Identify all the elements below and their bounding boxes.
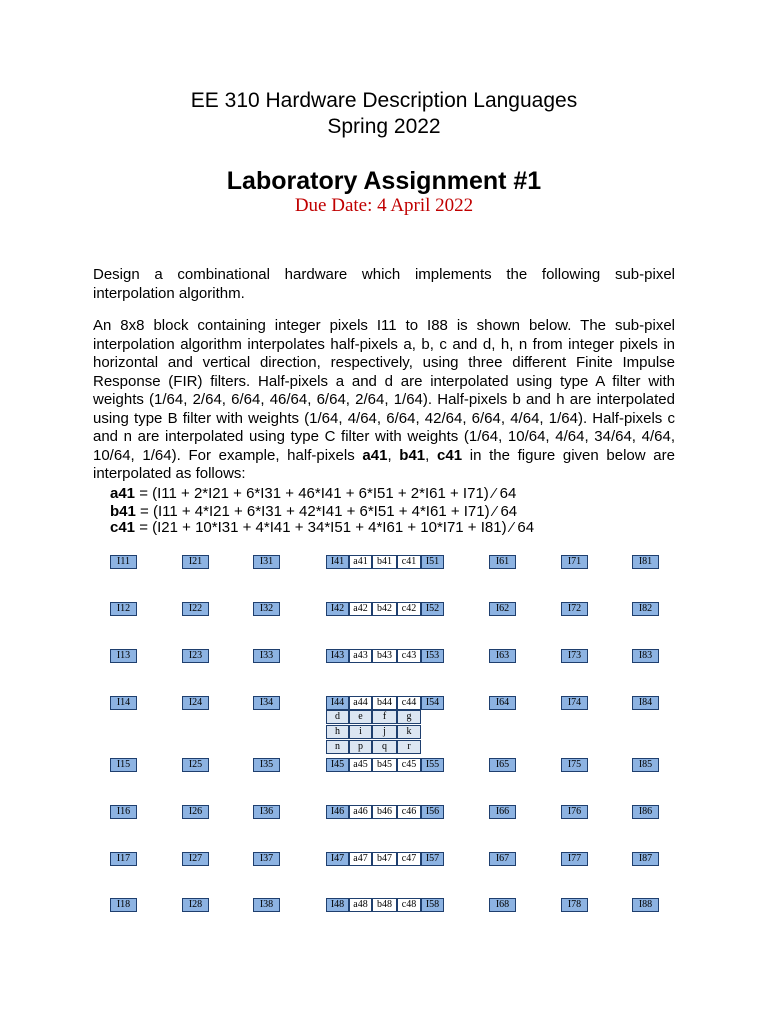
term-a41: a41 <box>362 446 388 464</box>
integer-pixel: I82 <box>632 602 659 616</box>
integer-pixel: I38 <box>253 898 280 912</box>
sub-pixel: h <box>326 725 349 739</box>
integer-pixel: I28 <box>182 898 209 912</box>
half-pixel: b42 <box>372 602 397 616</box>
integer-pixel: I27 <box>182 852 209 866</box>
half-pixel: a44 <box>349 696 372 710</box>
half-pixel: a47 <box>349 852 372 866</box>
description-paragraph <box>93 317 675 484</box>
half-pixel: a43 <box>349 649 372 663</box>
integer-pixel: I55 <box>421 758 444 772</box>
half-pixel: c45 <box>397 758 421 772</box>
sub-pixel: p <box>349 740 372 754</box>
equation-name: b41 <box>110 503 136 520</box>
integer-pixel: I87 <box>632 852 659 866</box>
sub-pixel: g <box>397 710 421 724</box>
sub-pixel: f <box>372 710 397 724</box>
integer-pixel: I14 <box>110 696 137 710</box>
sub-pixel: r <box>397 740 421 754</box>
integer-pixel: I67 <box>489 852 516 866</box>
sub-pixel: k <box>397 725 421 739</box>
half-pixel: c41 <box>397 555 421 569</box>
integer-pixel: I41 <box>326 555 349 569</box>
integer-pixel: I76 <box>561 805 588 819</box>
integer-pixel: I24 <box>182 696 209 710</box>
equation-formula: = (I11 + 2*I21 + 6*I31 + 46*I41 + 6*I51 + 2*I61 + I71) ⁄ 64 <box>135 485 517 502</box>
integer-pixel: I42 <box>326 602 349 616</box>
integer-pixel: I83 <box>632 649 659 663</box>
equation-formula: = (I21 + 10*I31 + 4*I41 + 34*I51 + 4*I61 + 10*I71 + I81) ⁄ 64 <box>135 519 535 536</box>
integer-pixel: I16 <box>110 805 137 819</box>
intro-paragraph: Design a combinational hardware which implements the following sub-pixel interpolation algorithm. <box>93 266 675 302</box>
half-pixel: a45 <box>349 758 372 772</box>
description-text: An 8x8 block containing integer pixels I11 to I88 is shown below. The sub-pixel interpolation algorithm interpolates half-pixels a, b, c and d, h, n from integer pixels in horizontal and vertical direction, respectively, using three different Finite Impulse Response (FIR) filters. Half-pixels a and d are interpolated using type A filter with weights (1/64, 2/64, 6/64, 46/64, 6/64, 2/64, 1/64). Half-pixels b and h are interpolated using type B filter with weights (1/64, 4/64, 6/64, 42/64, 6/64, 4/64, 1/64). Half-pixels c and n are interpolated using type C filter with weights (1/64, 10/64, 4/64, 34/64, 4/64, 10/64, 1/64). For example, half-pixels <box>93 317 675 464</box>
integer-pixel: I64 <box>489 696 516 710</box>
integer-pixel: I12 <box>110 602 137 616</box>
integer-pixel: I48 <box>326 898 349 912</box>
equation-c41 <box>110 519 534 537</box>
integer-pixel: I51 <box>421 555 444 569</box>
integer-pixel: I77 <box>561 852 588 866</box>
integer-pixel: I25 <box>182 758 209 772</box>
sub-pixel: q <box>372 740 397 754</box>
half-pixel: a48 <box>349 898 372 912</box>
integer-pixel: I65 <box>489 758 516 772</box>
half-pixel: c46 <box>397 805 421 819</box>
integer-pixel: I33 <box>253 649 280 663</box>
half-pixel: b48 <box>372 898 397 912</box>
sub-pixel: n <box>326 740 349 754</box>
half-pixel: a46 <box>349 805 372 819</box>
sub-pixel: i <box>349 725 372 739</box>
sub-pixel: e <box>349 710 372 724</box>
integer-pixel: I11 <box>110 555 137 569</box>
half-pixel: b43 <box>372 649 397 663</box>
half-pixel: a41 <box>349 555 372 569</box>
term-b41: b41 <box>399 446 426 464</box>
half-pixel: c42 <box>397 602 421 616</box>
integer-pixel: I32 <box>253 602 280 616</box>
integer-pixel: I18 <box>110 898 137 912</box>
integer-pixel: I75 <box>561 758 588 772</box>
integer-pixel: I21 <box>182 555 209 569</box>
integer-pixel: I63 <box>489 649 516 663</box>
assignment-title: Laboratory Assignment #1 <box>226 167 542 195</box>
integer-pixel: I71 <box>561 555 588 569</box>
integer-pixel: I23 <box>182 649 209 663</box>
integer-pixel: I43 <box>326 649 349 663</box>
integer-pixel: I46 <box>326 805 349 819</box>
integer-pixel: I84 <box>632 696 659 710</box>
description-text-end: in the figure given below are interpolated as follows: <box>93 446 675 482</box>
half-pixel: b41 <box>372 555 397 569</box>
integer-pixel: I74 <box>561 696 588 710</box>
half-pixel: c48 <box>397 898 421 912</box>
course-title: EE 310 Hardware Description Languages <box>190 89 578 112</box>
integer-pixel: I58 <box>421 898 444 912</box>
integer-pixel: I54 <box>421 696 444 710</box>
separator: , <box>425 446 438 464</box>
equation-formula: = (I11 + 4*I21 + 6*I31 + 42*I41 + 6*I51 + 4*I61 + I71) ⁄ 64 <box>135 503 518 520</box>
integer-pixel: I86 <box>632 805 659 819</box>
integer-pixel: I44 <box>326 696 349 710</box>
sub-pixel: d <box>326 710 349 724</box>
half-pixel: b46 <box>372 805 397 819</box>
half-pixel: b44 <box>372 696 397 710</box>
integer-pixel: I85 <box>632 758 659 772</box>
integer-pixel: I62 <box>489 602 516 616</box>
equation-a41 <box>110 485 516 503</box>
integer-pixel: I13 <box>110 649 137 663</box>
integer-pixel: I45 <box>326 758 349 772</box>
due-date: Due Date: 4 April 2022 <box>294 195 474 216</box>
equation-name: a41 <box>110 485 136 502</box>
term-c41: c41 <box>437 446 463 464</box>
integer-pixel: I22 <box>182 602 209 616</box>
integer-pixel: I15 <box>110 758 137 772</box>
integer-pixel: I73 <box>561 649 588 663</box>
integer-pixel: I31 <box>253 555 280 569</box>
integer-pixel: I52 <box>421 602 444 616</box>
integer-pixel: I37 <box>253 852 280 866</box>
integer-pixel: I53 <box>421 649 444 663</box>
integer-pixel: I26 <box>182 805 209 819</box>
integer-pixel: I56 <box>421 805 444 819</box>
integer-pixel: I81 <box>632 555 659 569</box>
integer-pixel: I36 <box>253 805 280 819</box>
integer-pixel: I47 <box>326 852 349 866</box>
half-pixel: c47 <box>397 852 421 866</box>
half-pixel: a42 <box>349 602 372 616</box>
integer-pixel: I68 <box>489 898 516 912</box>
integer-pixel: I17 <box>110 852 137 866</box>
equation-name: c41 <box>110 519 136 536</box>
integer-pixel: I78 <box>561 898 588 912</box>
separator: , <box>387 446 400 464</box>
integer-pixel: I35 <box>253 758 280 772</box>
half-pixel: b45 <box>372 758 397 772</box>
half-pixel: b47 <box>372 852 397 866</box>
half-pixel: c44 <box>397 696 421 710</box>
integer-pixel: I57 <box>421 852 444 866</box>
integer-pixel: I88 <box>632 898 659 912</box>
integer-pixel: I34 <box>253 696 280 710</box>
integer-pixel: I66 <box>489 805 516 819</box>
integer-pixel: I61 <box>489 555 516 569</box>
integer-pixel: I72 <box>561 602 588 616</box>
term: Spring 2022 <box>327 115 441 138</box>
sub-pixel: j <box>372 725 397 739</box>
half-pixel: c43 <box>397 649 421 663</box>
